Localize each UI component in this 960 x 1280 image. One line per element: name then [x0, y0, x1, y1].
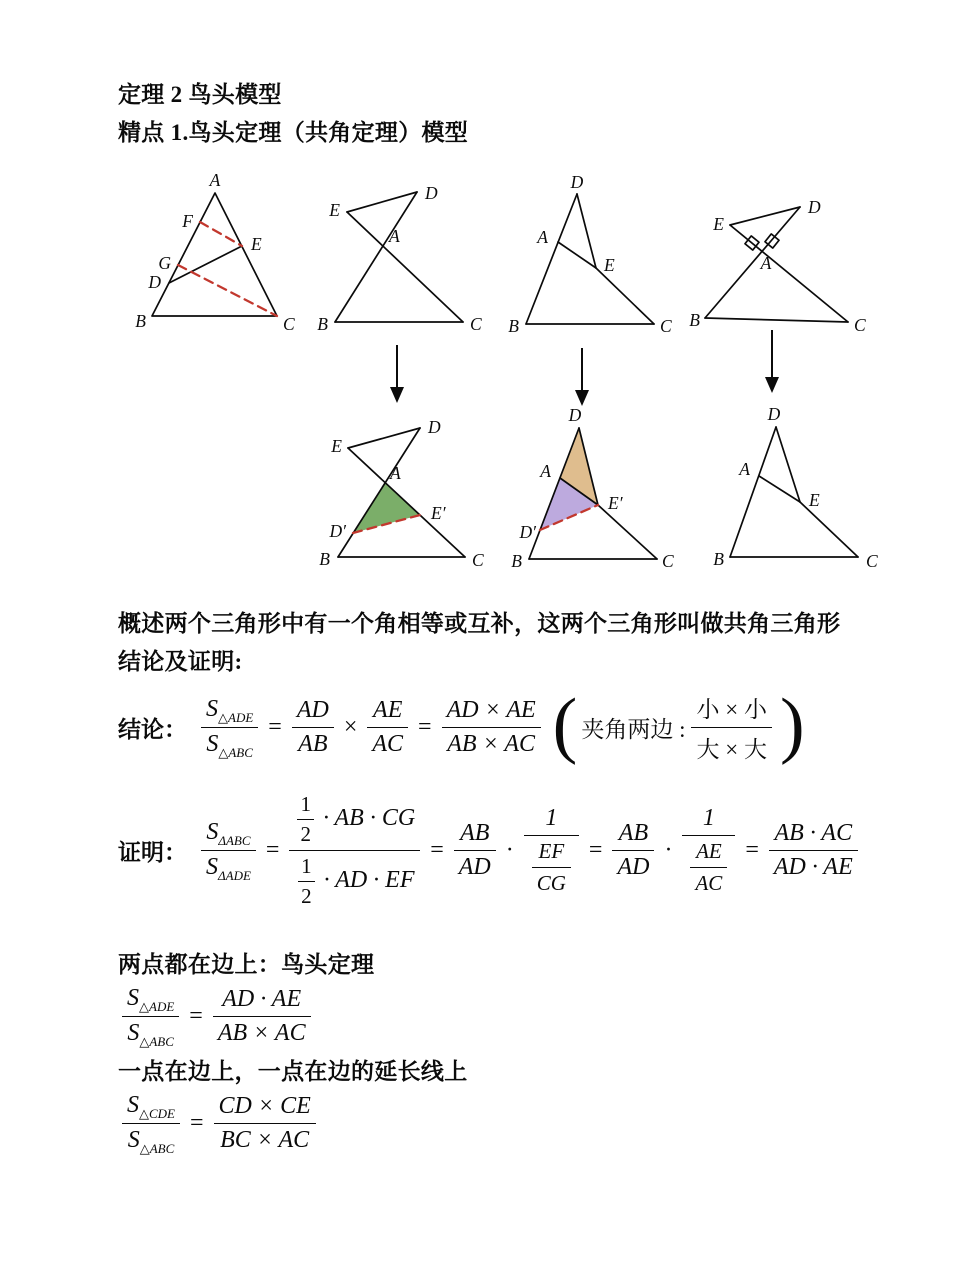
- numerator: AB: [612, 820, 654, 851]
- vertex-label-d: D: [425, 183, 438, 203]
- denominator: 大 × 大: [696, 736, 767, 762]
- fraction-area-ratio: [201, 819, 256, 882]
- s-subscript: △ABC: [218, 744, 253, 760]
- numerator: AD: [292, 697, 334, 728]
- segment-ec: [347, 212, 463, 322]
- segment-de: [776, 427, 800, 502]
- fraction-area-ratio: [122, 985, 179, 1048]
- vertex-label-eprime: E′: [431, 503, 446, 523]
- product-terms: · AD · EF: [323, 866, 415, 893]
- vertex-label-a: A: [209, 170, 221, 190]
- diagram-7-result: [713, 404, 878, 571]
- green-triangle-adprime-eprime: [353, 483, 420, 533]
- numerator: 小 × 小: [691, 691, 771, 728]
- vertex-label-d: D: [428, 417, 441, 437]
- segment-de: [169, 246, 242, 283]
- s-symbol: S: [206, 730, 219, 757]
- fraction-reciprocal-ae-ac: [682, 805, 735, 896]
- vertex-label-d: D: [148, 272, 161, 292]
- diagram-4-bowtie-right-angle: [689, 197, 866, 335]
- vertex-label-a: A: [390, 463, 401, 483]
- vertex-label-d: D: [570, 172, 584, 192]
- vertex-label-c: C: [662, 551, 674, 571]
- s-symbol: S: [206, 853, 218, 880]
- one-on-extension-heading: 一点在边上，一点在边的延长线上: [118, 1059, 468, 1084]
- numerator: 1: [298, 854, 315, 882]
- s-subscript: ΔADE: [218, 867, 251, 883]
- diagram-5-bowtie-green: [319, 417, 484, 570]
- vertex-label-c: C: [854, 315, 866, 335]
- fraction-ef-cg: [532, 839, 571, 896]
- vertex-label-b: B: [713, 549, 724, 569]
- diagram-6-tan-purple: [511, 405, 674, 571]
- segment-ec: [348, 448, 465, 557]
- segment-ae: [759, 476, 800, 502]
- extension-formula: [118, 1089, 320, 1157]
- numerator: AD · AE: [213, 986, 311, 1017]
- dashed-gc: [178, 265, 277, 316]
- fraction-ab-ad: [454, 820, 496, 881]
- both-on-side-heading: 两点都在边上：鸟头定理: [118, 952, 375, 977]
- diagram-1-shared-angle: [135, 170, 295, 334]
- s-symbol: S: [127, 984, 139, 1011]
- numerator: AE: [690, 839, 727, 868]
- segment-db: [526, 194, 577, 324]
- s-subscript: △ABC: [139, 1140, 175, 1156]
- equals-sign: =: [189, 1002, 203, 1029]
- down-arrow-1-head: [390, 387, 404, 403]
- fraction-reciprocal-ef-cg: [524, 805, 579, 896]
- numerator: AD × AE: [442, 697, 541, 728]
- vertex-label-c: C: [660, 316, 672, 336]
- vertex-label-f: F: [182, 211, 193, 231]
- denominator: AD: [617, 853, 650, 880]
- vertex-label-dprime: D′: [329, 521, 346, 541]
- vertex-label-a: A: [537, 227, 548, 247]
- vertex-label-b: B: [317, 314, 328, 334]
- birdhead-formula: [118, 982, 315, 1050]
- fraction-sides: [213, 986, 311, 1047]
- equals-sign: =: [190, 1109, 204, 1136]
- vertex-label-d: D: [568, 405, 582, 425]
- vertex-label-eprime: E′: [608, 493, 623, 513]
- transform-arrows: [390, 330, 779, 406]
- denominator: AC: [372, 730, 404, 757]
- s-subscript: △ADE: [139, 998, 175, 1014]
- vertex-label-b: B: [511, 551, 522, 571]
- fraction-ab-ad: [612, 820, 654, 881]
- s-subscript: ΔABC: [218, 832, 251, 848]
- vertex-label-e: E: [713, 214, 724, 234]
- denominator: CG: [536, 870, 566, 895]
- fraction-small-large: [691, 691, 771, 764]
- denominator: 2: [300, 821, 311, 846]
- denominator: 2: [301, 883, 312, 908]
- denominator: BC × AC: [220, 1126, 310, 1153]
- summary-line: 概述两个三角形中有一个角相等或互补，这两个三角形叫做共角三角形: [118, 611, 841, 636]
- vertex-label-d: D: [767, 404, 781, 424]
- vertex-label-c: C: [866, 551, 878, 571]
- down-arrow-2-head: [575, 390, 589, 406]
- fraction-final: [769, 820, 858, 881]
- numerator: 1: [524, 805, 579, 836]
- s-symbol: S: [127, 1019, 140, 1046]
- down-arrow-3-head: [765, 377, 779, 393]
- fraction-one-half: [297, 792, 314, 847]
- geometry-diagrams: [0, 0, 960, 600]
- denominator: AB: [298, 730, 328, 757]
- vertex-label-e: E: [331, 436, 342, 456]
- numerator: AB · AC: [769, 820, 858, 851]
- vertex-label-b: B: [508, 316, 519, 336]
- segment-db: [730, 427, 776, 557]
- fraction-sides: [214, 1093, 316, 1154]
- vertex-label-g: G: [158, 253, 171, 273]
- vertex-label-c: C: [470, 314, 482, 334]
- product-terms: · AB · CG: [322, 804, 416, 831]
- title-line-1: 定理 2 鸟头模型: [118, 82, 282, 107]
- denominator: AC: [695, 870, 723, 895]
- vertex-label-e: E: [251, 234, 262, 254]
- vertex-label-e: E: [809, 490, 820, 510]
- segment-ed: [730, 207, 800, 225]
- segment-ec: [596, 268, 654, 324]
- title-line-2: 精点 1.鸟头定理（共角定理）模型: [118, 120, 469, 145]
- fraction-area-ratio: [201, 696, 258, 759]
- vertex-label-a: A: [739, 459, 750, 479]
- numerator: EF: [532, 839, 571, 868]
- numerator: 1: [682, 805, 735, 836]
- vertex-label-b: B: [319, 549, 330, 569]
- fraction-ae-ac: [690, 839, 727, 896]
- equals-sign: =: [745, 836, 759, 863]
- segment-bc: [705, 318, 848, 322]
- equals-sign: =: [265, 836, 280, 863]
- dot-operator: ·: [664, 836, 673, 863]
- s-subscript: △CDE: [139, 1105, 175, 1121]
- equals-sign: =: [588, 836, 603, 863]
- denominator: AB × AC: [447, 730, 535, 757]
- vertex-label-a: A: [540, 461, 551, 481]
- vertex-label-a: A: [760, 253, 772, 273]
- vertex-label-e: E: [329, 200, 340, 220]
- numerator: AB: [454, 820, 496, 851]
- s-subscript: △ABC: [139, 1033, 174, 1049]
- open-paren: (: [552, 684, 578, 766]
- s-subscript: △ADE: [218, 709, 254, 725]
- conclusion-formula: [118, 683, 805, 771]
- vertex-label-c: C: [283, 314, 295, 334]
- denominator: AD: [458, 853, 491, 880]
- segment-ec: [598, 505, 657, 559]
- fraction-ad-ab: [292, 697, 334, 758]
- denominator: AB × AC: [217, 1019, 306, 1046]
- fraction-base-height: [289, 792, 420, 909]
- paren-note: 夹角两边 :: [581, 716, 686, 742]
- s-symbol: S: [127, 1091, 139, 1118]
- vertex-label-a: A: [389, 226, 400, 246]
- vertex-label-d: D: [808, 197, 821, 217]
- conclusion-proof-heading: 结论及证明:: [118, 649, 243, 674]
- times-sign: ×: [343, 713, 358, 740]
- equals-sign: =: [268, 713, 282, 740]
- denominator: AD · AE: [773, 853, 853, 880]
- equals-sign: =: [418, 713, 432, 740]
- segment-ec: [800, 502, 858, 557]
- equals-sign: =: [430, 836, 444, 863]
- proof-formula: [118, 788, 862, 912]
- numerator: CD × CE: [214, 1093, 316, 1124]
- s-symbol: S: [206, 818, 219, 845]
- s-symbol: S: [206, 695, 218, 722]
- close-paren: ): [779, 684, 805, 766]
- s-symbol: S: [127, 1126, 140, 1153]
- conclusion-label: 结论：: [118, 716, 187, 742]
- proof-label: 证明：: [118, 839, 187, 865]
- fraction-area-ratio: [122, 1092, 180, 1155]
- vertex-label-e: E: [604, 255, 615, 275]
- fraction-ae-ac: [367, 697, 408, 758]
- numerator: 1: [297, 792, 314, 820]
- diagram-2-bowtie: [317, 183, 482, 334]
- numerator: AE: [367, 697, 408, 728]
- fraction-one-half: [298, 854, 315, 909]
- fraction-product: [442, 697, 541, 758]
- vertex-label-b: B: [689, 310, 700, 330]
- vertex-label-dprime: D′: [519, 522, 536, 542]
- vertex-label-c: C: [472, 550, 484, 570]
- dot-operator: ·: [505, 836, 514, 863]
- diagram-3-point-on-side: [508, 172, 672, 336]
- vertex-label-b: B: [135, 311, 146, 331]
